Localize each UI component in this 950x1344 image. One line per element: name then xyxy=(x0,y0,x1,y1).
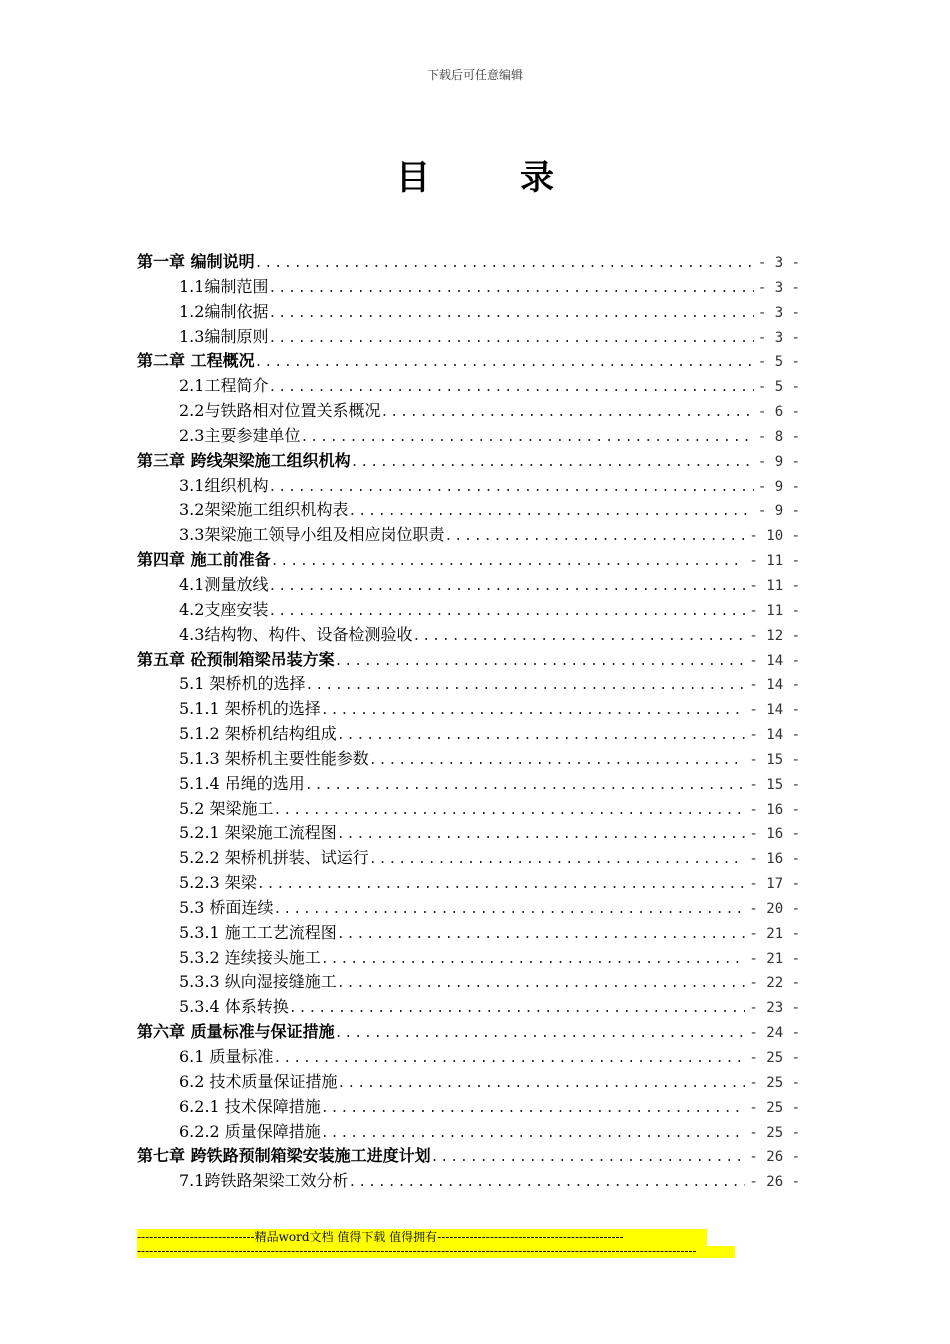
toc-dot-leader xyxy=(274,1051,746,1066)
toc-chapter-entry[interactable] xyxy=(137,647,800,672)
toc-entry-title: 4.1测量放线 xyxy=(179,574,269,594)
toc-entry-title: 5.2.2 架桥机拼装、试运行 xyxy=(179,848,369,868)
page-title: 目录 xyxy=(396,158,644,198)
toc-entry-title: 5.1.2 架桥机结构组成 xyxy=(179,724,337,744)
toc-page-number: - 16 - xyxy=(749,801,800,818)
toc-page-number: - 16 - xyxy=(749,826,800,843)
toc-entry-title: 1.2编制依据 xyxy=(179,301,269,321)
toc-page-number: - 11 - xyxy=(749,602,800,619)
toc-page-number: - 9 - xyxy=(757,478,800,495)
footer-line-2: ------------------------------------------------------------------------------------------------------------------------------------------ xyxy=(137,1246,735,1258)
toc-section-entry[interactable] xyxy=(137,299,800,324)
toc-entry-title: 第三章 跨线架梁施工组织机构 xyxy=(137,450,351,470)
toc-page-number: - 9 - xyxy=(757,453,800,470)
toc-dot-leader xyxy=(321,703,746,718)
toc-chapter-entry[interactable] xyxy=(137,448,800,473)
toc-page-number: - 6 - xyxy=(757,404,800,421)
toc-entry-title: 4.3结构物、构件、设备检测验收 xyxy=(179,624,413,644)
toc-dot-leader xyxy=(337,976,746,991)
toc-section-entry[interactable] xyxy=(137,324,800,349)
toc-entry-title: 2.3主要参建单位 xyxy=(179,425,301,445)
toc-section-entry[interactable] xyxy=(137,845,800,870)
toc-dot-leader xyxy=(306,678,746,693)
toc-dot-leader xyxy=(305,778,746,793)
toc-page-number: - 5 - xyxy=(757,354,800,371)
toc-section-entry[interactable] xyxy=(137,969,800,994)
toc-section-entry[interactable] xyxy=(137,274,800,299)
toc-section-entry[interactable] xyxy=(137,721,800,746)
toc-dot-leader xyxy=(268,579,745,594)
toc-entry-title: 3.3架梁施工领导小组及相应岗位职责 xyxy=(179,525,445,545)
toc-dot-leader xyxy=(257,877,746,892)
toc-dot-leader xyxy=(348,504,753,519)
toc-dot-leader xyxy=(337,728,746,743)
footer-banner xyxy=(137,1229,735,1258)
toc-entry-title: 5.1.4 吊绳的选用 xyxy=(179,773,305,793)
toc-section-entry[interactable] xyxy=(137,895,800,920)
toc-entry-title: 2.2与铁路相对位置关系概况 xyxy=(179,401,381,421)
toc-page-number: - 15 - xyxy=(749,751,800,768)
toc-entry-title: 3.1组织机构 xyxy=(179,475,269,495)
toc-page-number: - 17 - xyxy=(749,876,800,893)
toc-entry-title: 5.3 桥面连续 xyxy=(179,897,274,917)
toc-entry-title: 6.2 技术质量保证措施 xyxy=(179,1071,338,1091)
toc-page-number: - 15 - xyxy=(749,776,800,793)
toc-entry-title: 5.1.1 架桥机的选择 xyxy=(179,699,321,719)
toc-entry-title: 5.1 架桥机的选择 xyxy=(179,674,306,694)
toc-section-entry[interactable] xyxy=(137,1119,800,1144)
toc-entry-title: 第七章 跨铁路预制箱梁安装施工进度计划 xyxy=(137,1146,431,1166)
toc-entry-title: 5.2 架梁施工 xyxy=(179,798,274,818)
toc-section-entry[interactable] xyxy=(137,1094,800,1119)
toc-page-number: - 14 - xyxy=(749,727,800,744)
page-header: 下载后可任意编辑 xyxy=(426,68,523,82)
toc-entry-title: 1.1编制范围 xyxy=(179,276,269,296)
toc-page-number: - 25 - xyxy=(749,1050,800,1066)
toc-page-number: - 3 - xyxy=(757,329,800,346)
toc-page-number: - 25 - xyxy=(749,1124,800,1141)
toc-dot-leader xyxy=(444,529,745,544)
toc-dot-leader xyxy=(380,405,753,420)
toc-dot-leader xyxy=(369,753,746,768)
toc-entry-title: 5.3.1 施工工艺流程图 xyxy=(179,922,337,942)
toc-page-number: - 20 - xyxy=(749,900,800,917)
toc-section-entry[interactable] xyxy=(137,398,800,423)
toc-section-entry[interactable] xyxy=(137,1044,800,1069)
toc-entry-title: 5.3.3 纵向湿接缝施工 xyxy=(179,972,337,992)
toc-dot-leader xyxy=(255,355,754,370)
toc-page-number: - 21 - xyxy=(749,925,800,942)
toc-entry-title: 3.2架梁施工组织机构表 xyxy=(179,500,349,520)
toc-page-number: - 3 - xyxy=(757,279,800,296)
toc-section-entry[interactable] xyxy=(137,994,800,1019)
toc-entry-title: 7.1跨铁路架梁工效分析 xyxy=(179,1171,349,1191)
toc-section-entry[interactable] xyxy=(137,696,800,721)
toc-dot-leader xyxy=(412,629,745,644)
toc-section-entry[interactable] xyxy=(137,373,800,398)
toc-entry-title: 5.1.3 架桥机主要性能参数 xyxy=(179,748,369,768)
table-of-contents xyxy=(137,249,800,1193)
toc-entry-title: 6.1 质量标准 xyxy=(179,1047,274,1066)
toc-page-number: - 3 - xyxy=(757,304,800,321)
toc-dot-leader xyxy=(268,306,753,321)
toc-chapter-entry[interactable] xyxy=(137,1143,800,1168)
toc-dot-leader xyxy=(351,455,754,470)
toc-dot-leader xyxy=(268,480,753,495)
toc-chapter-entry[interactable] xyxy=(137,547,800,572)
toc-section-entry[interactable] xyxy=(137,820,800,845)
toc-entry-title: 6.2.1 技术保障措施 xyxy=(179,1096,321,1116)
toc-section-entry[interactable] xyxy=(137,796,800,821)
toc-page-number: - 25 - xyxy=(749,1099,800,1116)
toc-entry-title: 2.1工程简介 xyxy=(179,376,269,396)
toc-section-entry[interactable] xyxy=(137,522,800,547)
toc-section-entry[interactable] xyxy=(137,1069,800,1094)
toc-section-entry[interactable] xyxy=(137,1168,800,1193)
toc-page-number: - 11 - xyxy=(749,577,800,594)
toc-page-number: - 11 - xyxy=(749,553,800,570)
toc-dot-leader xyxy=(255,256,754,271)
toc-chapter-entry[interactable] xyxy=(137,249,800,274)
toc-page-number: - 5 - xyxy=(757,379,800,396)
toc-section-entry[interactable] xyxy=(137,920,800,945)
toc-entry-title: 5.2.3 架梁 xyxy=(179,873,257,893)
toc-page-number: - 25 - xyxy=(749,1074,800,1091)
toc-dot-leader xyxy=(348,1175,745,1190)
toc-section-entry[interactable] xyxy=(137,423,800,448)
toc-dot-leader xyxy=(268,281,753,296)
toc-entry-title: 4.2支座安装 xyxy=(179,599,269,619)
toc-dot-leader xyxy=(431,1150,746,1165)
toc-entry-title: 5.3.4 体系转换 xyxy=(179,997,289,1017)
toc-section-entry[interactable] xyxy=(137,497,800,522)
toc-page-number: - 26 - xyxy=(749,1174,800,1191)
toc-dot-leader xyxy=(300,430,753,445)
toc-chapter-entry[interactable] xyxy=(137,348,800,373)
toc-page-number: - 23 - xyxy=(749,1000,800,1017)
toc-page-number: - 8 - xyxy=(757,428,800,445)
toc-page-number: - 3 - xyxy=(757,255,800,271)
toc-section-entry[interactable] xyxy=(137,746,800,771)
toc-dot-leader xyxy=(337,827,746,842)
toc-entry-title: 第五章 砼预制箱梁吊装方案 xyxy=(137,649,335,669)
toc-dot-leader xyxy=(321,1126,746,1141)
toc-page-number: - 14 - xyxy=(749,677,800,694)
toc-dot-leader xyxy=(321,952,746,967)
toc-section-entry[interactable] xyxy=(137,945,800,970)
toc-section-entry[interactable] xyxy=(137,771,800,796)
toc-entry-title: 第六章 质量标准与保证措施 xyxy=(137,1022,335,1042)
toc-page-number: - 14 - xyxy=(749,652,800,669)
toc-dot-leader xyxy=(321,1101,746,1116)
toc-page-number: - 12 - xyxy=(749,627,800,644)
toc-chapter-entry[interactable] xyxy=(137,1019,800,1044)
toc-dot-leader xyxy=(289,1001,746,1016)
toc-page-number: - 26 - xyxy=(749,1149,800,1166)
toc-dot-leader xyxy=(271,554,746,569)
toc-page-number: - 9 - xyxy=(757,503,800,520)
toc-page-number: - 14 - xyxy=(749,702,800,719)
toc-page-number: - 21 - xyxy=(749,950,800,967)
toc-section-entry[interactable] xyxy=(137,671,800,696)
toc-section-entry[interactable] xyxy=(137,597,800,622)
toc-entry-title: 第一章 编制说明 xyxy=(137,252,255,271)
toc-dot-leader xyxy=(274,902,746,917)
toc-dot-leader xyxy=(335,1026,746,1041)
toc-section-entry[interactable] xyxy=(137,622,800,647)
toc-entry-title: 第二章 工程概况 xyxy=(137,351,255,371)
toc-dot-leader xyxy=(337,927,746,942)
toc-section-entry[interactable] xyxy=(137,572,800,597)
toc-entry-title: 6.2.2 质量保障措施 xyxy=(179,1121,321,1141)
toc-page-number: - 24 - xyxy=(749,1025,800,1042)
toc-section-entry[interactable] xyxy=(137,473,800,498)
toc-entry-title: 第四章 施工前准备 xyxy=(137,550,271,570)
toc-page-number: - 10 - xyxy=(749,528,800,545)
toc-dot-leader xyxy=(369,852,746,867)
toc-page-number: - 22 - xyxy=(749,975,800,992)
toc-entry-title: 1.3编制原则 xyxy=(179,326,269,346)
toc-page-number: - 16 - xyxy=(749,851,800,868)
toc-section-entry[interactable] xyxy=(137,870,800,895)
toc-entry-title: 5.2.1 架梁施工流程图 xyxy=(179,823,337,843)
toc-dot-leader xyxy=(268,380,753,395)
toc-dot-leader xyxy=(274,803,746,818)
toc-dot-leader xyxy=(338,1076,746,1091)
toc-entry-title: 5.3.2 连续接头施工 xyxy=(179,947,321,967)
footer-line-1: -----------------------------精品word文档 值得下载 值得拥有---------------------------------------------- xyxy=(137,1229,707,1246)
toc-dot-leader xyxy=(268,604,745,619)
toc-dot-leader xyxy=(335,654,746,669)
toc-dot-leader xyxy=(268,331,753,346)
